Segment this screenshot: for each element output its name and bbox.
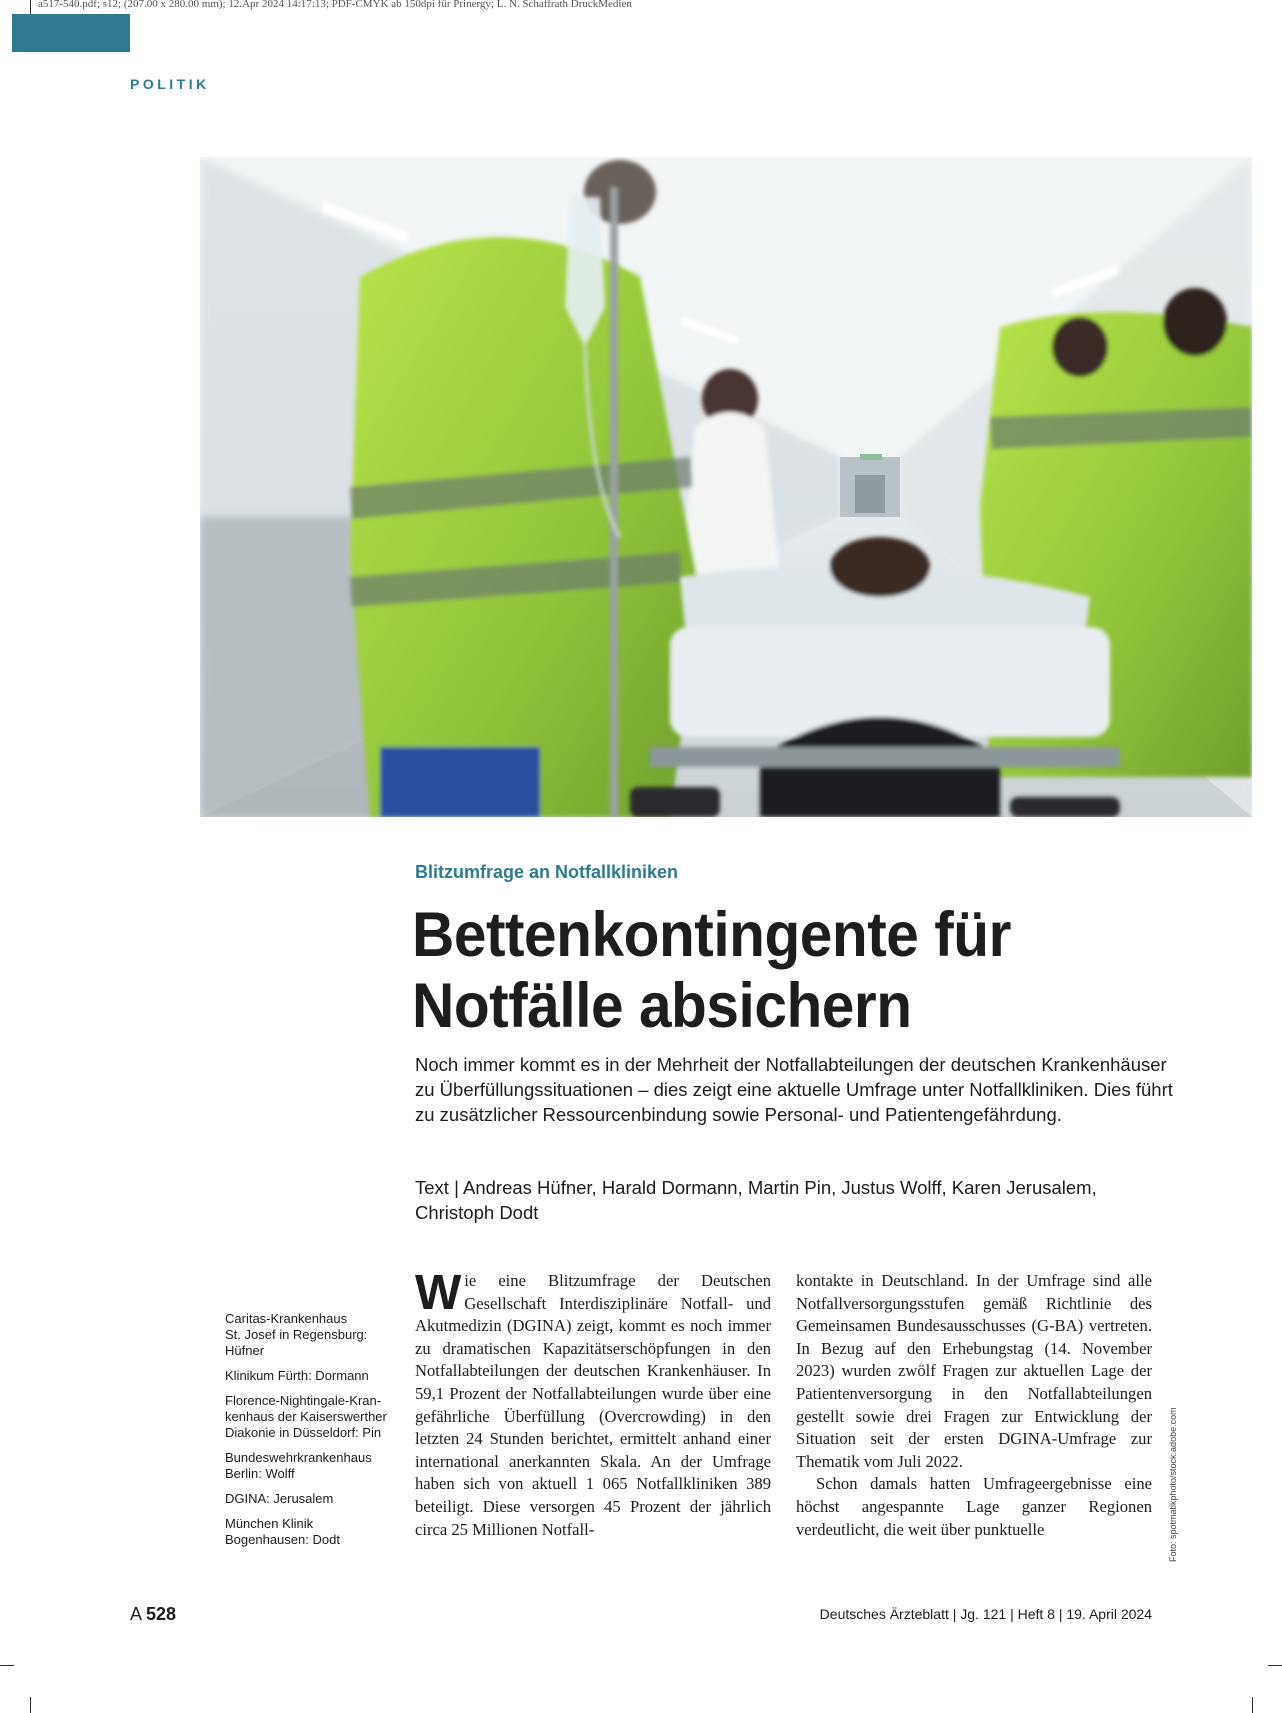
headline-line-1: Bettenkontingente für xyxy=(412,900,1011,970)
section-label: POLITIK xyxy=(130,76,210,92)
body-paragraph: kontakte in Deutschland. In der Umfrage sind alle Notfallversorgungsstufen gemäß Richtlinie des Gemeinsamen Bundesausschusses (G-BA) vertreten. In Bezug auf den Erhebungstag (14. November 2023) wurden zwölf Fragen zur aktuellen Lage der Patientenversorgung in den Notfallabteilungen gestellt sowie drei Fragen zur Entwicklung der Situation seit der ersten DGINA-Umfrage zur Thematik vom Juli 2022. xyxy=(796,1271,1152,1471)
crop-mark xyxy=(1252,1697,1253,1713)
headline xyxy=(412,900,1175,1042)
page-prefix: A xyxy=(130,1604,142,1624)
body-paragraph: Schon damals hatten Umfrageergebnisse eine höchst angespannte Lage ganzer Regionen verdeutlicht, die weit über punktuelle xyxy=(796,1474,1152,1539)
crop-mark xyxy=(1268,1665,1282,1666)
affiliation-item: Klinikum Fürth: Dormann xyxy=(225,1368,369,1383)
crop-mark xyxy=(0,1665,14,1666)
journal-info: Deutsches Ärzteblatt | Jg. 121 | Heft 8 | 19. April 2024 xyxy=(819,1606,1152,1622)
page-number xyxy=(130,1604,176,1625)
body-column-1 xyxy=(415,1266,771,1541)
affiliation-item: DGINA: Jerusalem xyxy=(225,1491,334,1506)
hospital-corridor-stretcher-photo xyxy=(200,157,1252,817)
print-marker xyxy=(30,0,31,14)
headline-line-2: Notfälle absichern xyxy=(412,971,912,1041)
hero-image xyxy=(200,157,1252,817)
body-column-2 xyxy=(796,1270,1152,1541)
affiliation-item: München Klinik Bogenhausen: Dodt xyxy=(225,1516,340,1547)
print-info: a517-540.pdf; s12; (207.00 x 280.00 mm); 12.Apr 2024 14:17:13; PDF-CMYK ab 150dpi für Prinergy; L. N. Schaffrath DruckMedien xyxy=(38,0,632,10)
affiliation-item: Caritas-Krankenhaus St. Josef in Regensburg: Hüfner xyxy=(225,1311,368,1358)
body-paragraph xyxy=(415,1266,771,1541)
affiliation-item: Bundeswehrkrankenhaus Berlin: Wolff xyxy=(225,1450,372,1481)
page-number-value: 528 xyxy=(146,1604,177,1624)
kicker: Blitzumfrage an Notfallkliniken xyxy=(415,862,679,882)
affiliation-item: Florence-Nightingale-Kran- kenhaus der Kaiserswerther Diakonie in Düsseldorf: Pin xyxy=(225,1393,387,1440)
body-text: ie eine Blitzumfrage der Deutschen Gesellschaft Interdisziplinäre Notfall- und Akutmedizin (DGINA) zeigt, kommt es noch immer zu dramatischen Kapazitätserschöpfungen in den Notfallabteilungen der deutschen Krankenhäuser. In 59,1 Prozent der Notfallabteilungen wurde über eine gefährliche Überfüllung (Overcrowding) in den letzten 24 Stunden berichtet, ermittelt anhand einer international anerkannten Skala. An der Umfrage haben sich von aktuell 1 065 Notfallkliniken 389 beteiligt. Diese versorgen 45 Prozent der jährlich circa 25 Millionen Notfall- xyxy=(415,1271,771,1539)
drop-cap: W xyxy=(415,1266,462,1320)
crop-mark xyxy=(30,1697,31,1713)
byline: Text | Andreas Hüfner, Harald Dormann, Martin Pin, Justus Wolff, Karen Jerusalem, Christoph Dodt xyxy=(415,1177,1097,1223)
photo-credit: Foto: spotmatikphoto/stock.adobe.com xyxy=(1168,1407,1178,1562)
author-affiliations xyxy=(225,1311,395,1557)
section-color-tab xyxy=(12,14,130,52)
lead-paragraph: Noch immer kommt es in der Mehrheit der Notfallabteilungen der deutschen Krankenhäuser zu Überfüllungssituationen – dies zeigt eine aktuelle Umfrage unter Notfallkliniken. Dies führt zu zusätzlicher Ressourcenbindung sowie Personal- und Patientengefährdung. xyxy=(415,1054,1173,1125)
